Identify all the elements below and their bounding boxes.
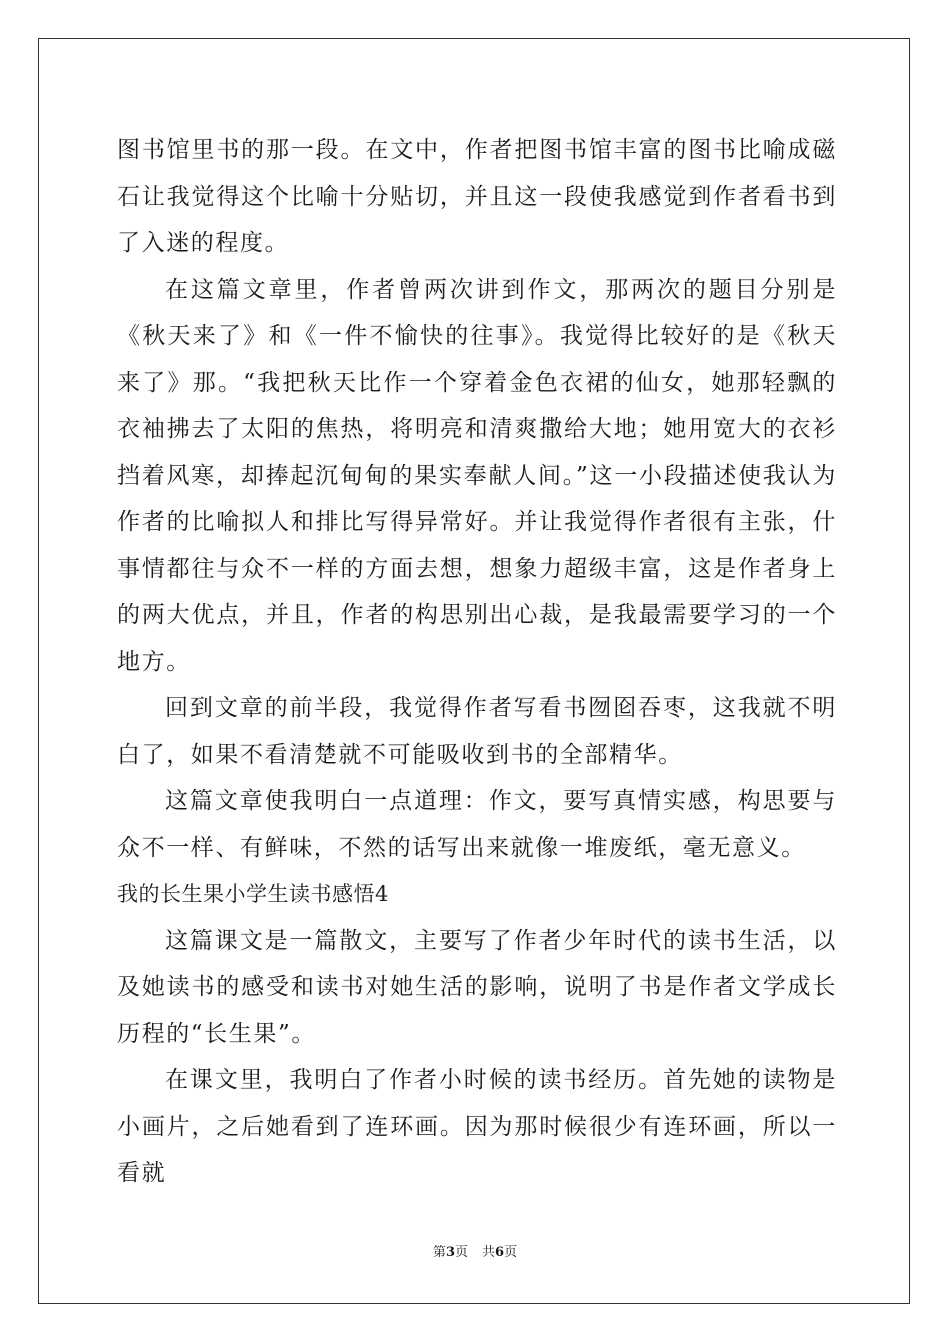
document-body bbox=[117, 127, 837, 1197]
paragraph: 图书馆里书的那一段。在文中，作者把图书馆丰富的图书比喻成磁石让我觉得这个比喻十分贴切，并且这一段使我感觉到作者看书到了入迷的程度。 bbox=[117, 137, 837, 256]
paragraph: 这篇课文是一篇散文，主要写了作者少年时代的读书生活，以及她读书的感受和读书对她生活的影响，说明了书是作者文学成长历程的“长生果”。 bbox=[117, 927, 837, 1047]
paragraph: 这篇文章使我明白一点道理：作文，要写真情实感，构思要与众不一样、有鲜味，不然的话写出来就像一堆废纸，毫无意义。 bbox=[117, 788, 837, 861]
page-current: 3 bbox=[445, 1245, 455, 1260]
total-suffix: 页 bbox=[504, 1245, 518, 1260]
page-prefix: 第 bbox=[432, 1245, 446, 1260]
paragraph: 回到文章的前半段，我觉得作者写看书囫囵吞枣，这我就不明白了，如果不看清楚就不可能吸收到书的全部精华。 bbox=[117, 695, 837, 768]
paragraph: 在这篇文章里，作者曾两次讲到作文，那两次的题目分别是《秋天来了》和《一件不愉快的往事》。我觉得比较好的是《秋天来了》那。“我把秋天比作一个穿着金色衣裙的仙女，她那轻飘的衣袖拂去了太阳的焦热，将明亮和清爽撒给大地；她用宽大的衣衫挡着风寒，却捧起沉甸甸的果实奉献人间。”这一小段描述使我认为作者的比喻拟人和排比写得异常好。并让我觉得作者很有主张，什事情都往与众不一样的方面去想，想象力超级丰富，这是作者身上的两大优点，并且，作者的构思别出心裁，是我最需要学习的一个地方。 bbox=[117, 276, 837, 675]
section-heading: 我的长生果小学生读书感悟4 bbox=[117, 882, 389, 906]
paragraph: 在课文里，我明白了作者小时候的读书经历。首先她的读物是小画片，之后她看到了连环画。因为那时候很少有连环画，所以一看就 bbox=[117, 1067, 837, 1186]
page-total: 6 bbox=[495, 1245, 505, 1260]
page-footer bbox=[0, 1241, 950, 1260]
page-suffix: 页 bbox=[454, 1245, 468, 1260]
total-prefix: 共 bbox=[482, 1245, 496, 1260]
